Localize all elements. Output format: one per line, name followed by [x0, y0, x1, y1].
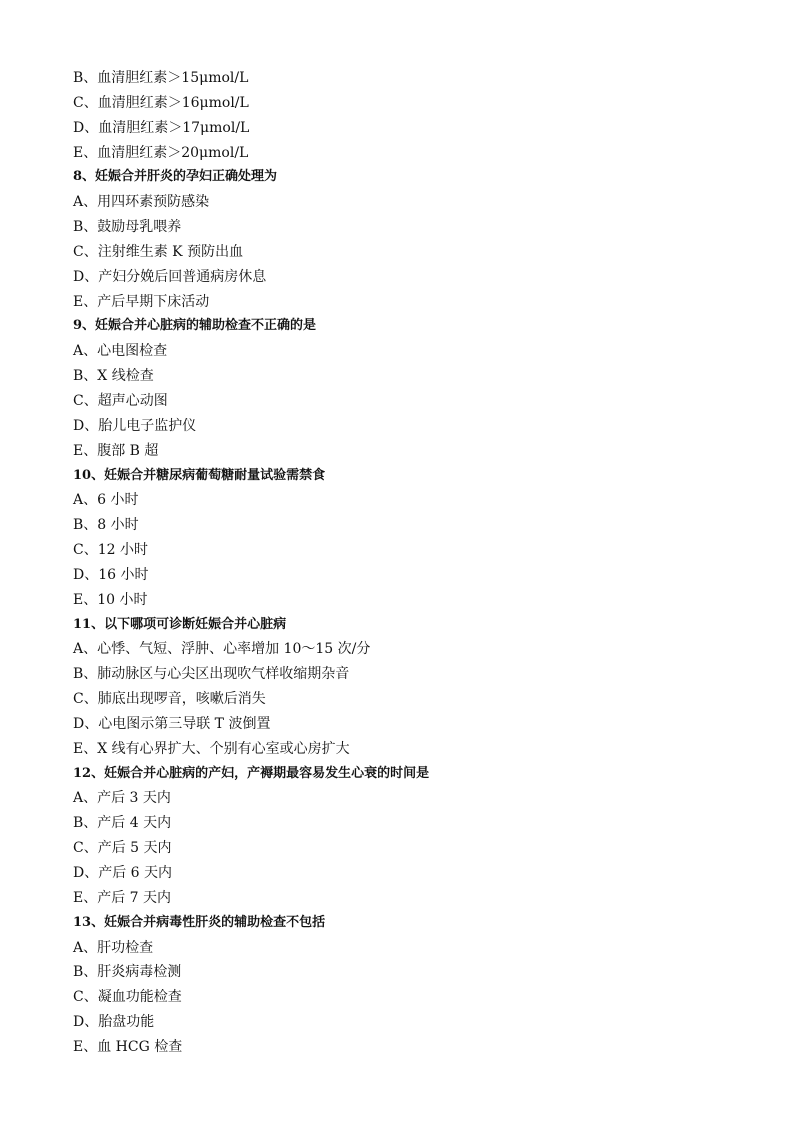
- answer-option: A、6 小时: [73, 492, 139, 509]
- answer-option: E、血 HCG 检查: [73, 1038, 183, 1055]
- answer-option: C、凝血功能检查: [73, 989, 182, 1006]
- answer-option: B、产后 4 天内: [73, 815, 172, 832]
- answer-option: A、产后 3 天内: [73, 790, 171, 807]
- question-stem: 13、妊娠合并病毒性肝炎的辅助检查不包括: [73, 914, 326, 930]
- answer-option: E、产后 7 天内: [73, 889, 172, 906]
- question-stem: 9、妊娠合并心脏病的辅助检查不正确的是: [73, 318, 317, 334]
- answer-option: A、心悸、气短、浮肿、心率增加 10～15 次/分: [73, 641, 371, 658]
- answer-option: C、血清胆红素＞16μmol/L: [73, 94, 249, 111]
- question-stem: 11、以下哪项可诊断妊娠合并心脏病: [73, 616, 287, 632]
- document-page: [73, 66, 753, 1060]
- answer-option: A、肝功检查: [73, 939, 154, 956]
- answer-option: D、产后 6 天内: [73, 865, 173, 881]
- answer-option: E、X 线有心界扩大、个别有心室或心房扩大: [73, 740, 350, 757]
- answer-option: B、肝炎病毒检测: [73, 964, 182, 981]
- question-stem: 12、妊娠合并心脏病的产妇，产褥期最容易发生心衰的时间是: [73, 765, 430, 781]
- answer-option: D、心电图示第三导联 T 波倒置: [73, 715, 271, 732]
- answer-option: D、胎儿电子监护仪: [73, 417, 197, 434]
- answer-option: D、胎盘功能: [73, 1014, 155, 1031]
- answer-option: C、肺底出现啰音，咳嗽后消失: [73, 691, 266, 708]
- answer-option: E、腹部 B 超: [73, 442, 159, 459]
- answer-option: D、产妇分娩后回普通病房休息: [73, 268, 267, 285]
- answer-option: D、血清胆红素＞17μmol/L: [73, 119, 250, 136]
- question-stem: 10、妊娠合并糖尿病葡萄糖耐量试验需禁食: [73, 467, 326, 483]
- answer-option: E、10 小时: [73, 591, 148, 608]
- answer-option: B、X 线检查: [73, 368, 154, 385]
- answer-option: C、产后 5 天内: [73, 840, 172, 857]
- answer-option: E、血清胆红素＞20μmol/L: [73, 144, 249, 161]
- answer-option: A、心电图检查: [73, 343, 168, 360]
- answer-option: C、12 小时: [73, 542, 148, 559]
- question-stem: 8、妊娠合并肝炎的孕妇正确处理为: [73, 169, 278, 185]
- answer-option: B、肺动脉区与心尖区出现吹气样收缩期杂音: [73, 666, 350, 683]
- answer-option: C、超声心动图: [73, 392, 168, 409]
- answer-option: B、血清胆红素＞15μmol/L: [73, 70, 249, 86]
- answer-option: C、注射维生素 K 预防出血: [73, 243, 244, 260]
- answer-option: B、鼓励母乳喂养: [73, 219, 182, 236]
- answer-option: E、产后早期下床活动: [73, 293, 210, 310]
- answer-option: B、8 小时: [73, 517, 139, 534]
- answer-option: A、用四环素预防感染: [73, 194, 210, 211]
- answer-option: D、16 小时: [73, 566, 149, 583]
